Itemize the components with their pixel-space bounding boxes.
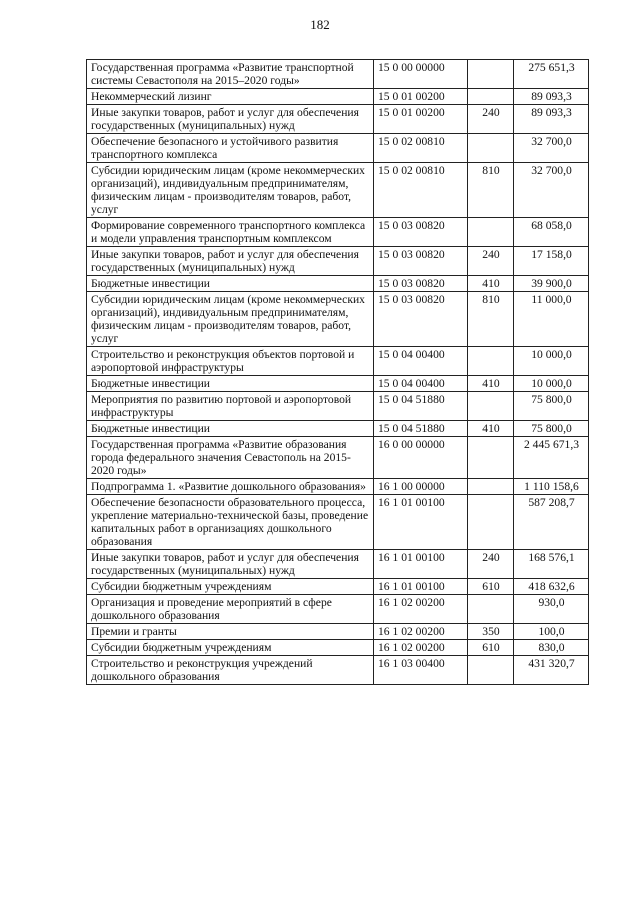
- row-amount: 830,0: [514, 640, 589, 656]
- row-code: 16 1 02 00200: [374, 595, 468, 624]
- row-name: Некоммерческий лизинг: [87, 89, 374, 105]
- row-expense-type: [468, 89, 514, 105]
- row-code: 15 0 03 00820: [374, 292, 468, 347]
- row-amount: 89 093,3: [514, 89, 589, 105]
- table-row: [87, 347, 589, 376]
- row-amount: 89 093,3: [514, 105, 589, 134]
- row-amount: 39 900,0: [514, 276, 589, 292]
- row-code: 15 0 00 00000: [374, 60, 468, 89]
- row-expense-type: [468, 392, 514, 421]
- row-amount: 17 158,0: [514, 247, 589, 276]
- row-amount: 11 000,0: [514, 292, 589, 347]
- row-code: 15 0 02 00810: [374, 163, 468, 218]
- table-row: [87, 218, 589, 247]
- row-code: 15 0 03 00820: [374, 218, 468, 247]
- page-number: 182: [310, 17, 330, 32]
- row-expense-type: 410: [468, 276, 514, 292]
- row-name: Бюджетные инвестиции: [87, 421, 374, 437]
- row-amount: 68 058,0: [514, 218, 589, 247]
- row-expense-type: 240: [468, 247, 514, 276]
- row-expense-type: [468, 479, 514, 495]
- row-amount: 10 000,0: [514, 347, 589, 376]
- row-amount: 418 632,6: [514, 579, 589, 595]
- row-code: 16 1 03 00400: [374, 656, 468, 685]
- row-code: 15 0 01 00200: [374, 89, 468, 105]
- row-code: 16 1 01 00100: [374, 579, 468, 595]
- row-name: Субсидии бюджетным учреждениям: [87, 579, 374, 595]
- row-amount: 32 700,0: [514, 163, 589, 218]
- row-name: Бюджетные инвестиции: [87, 276, 374, 292]
- table-row: [87, 595, 589, 624]
- row-expense-type: [468, 656, 514, 685]
- table-row: [87, 479, 589, 495]
- row-name: Подпрограмма 1. «Развитие дошкольного образования»: [87, 479, 374, 495]
- row-expense-type: [468, 60, 514, 89]
- row-name: Строительство и реконструкция объектов портовой и аэропортовой инфраструктуры: [87, 347, 374, 376]
- row-amount: 75 800,0: [514, 421, 589, 437]
- row-name: Субсидии бюджетным учреждениям: [87, 640, 374, 656]
- row-amount: 10 000,0: [514, 376, 589, 392]
- row-expense-type: 610: [468, 640, 514, 656]
- table-row: [87, 276, 589, 292]
- row-amount: 1 110 158,6: [514, 479, 589, 495]
- table-row: [87, 421, 589, 437]
- table-row: [87, 247, 589, 276]
- row-code: 16 1 00 00000: [374, 479, 468, 495]
- row-expense-type: 410: [468, 376, 514, 392]
- row-expense-type: [468, 134, 514, 163]
- table-row: [87, 376, 589, 392]
- table-row: [87, 495, 589, 550]
- row-name: Субсидии юридическим лицам (кроме некоммерческих организаций), индивидуальным предпринимателям, физическим лицам - производителям товаров, работ, услуг: [87, 163, 374, 218]
- budget-table-body: [87, 60, 589, 685]
- row-amount: 2 445 671,3: [514, 437, 589, 479]
- row-name: Бюджетные инвестиции: [87, 376, 374, 392]
- table-row: [87, 163, 589, 218]
- row-name: Строительство и реконструкция учреждений дошкольного образования: [87, 656, 374, 685]
- row-code: 15 0 03 00820: [374, 247, 468, 276]
- row-code: 15 0 04 00400: [374, 347, 468, 376]
- table-row: [87, 437, 589, 479]
- row-name: Субсидии юридическим лицам (кроме некоммерческих организаций), индивидуальным предпринимателям, физическим лицам - производителям товаров, работ, услуг: [87, 292, 374, 347]
- row-name: Премии и гранты: [87, 624, 374, 640]
- row-expense-type: 810: [468, 292, 514, 347]
- row-code: 16 1 01 00100: [374, 550, 468, 579]
- row-expense-type: 410: [468, 421, 514, 437]
- row-name: Мероприятия по развитию портовой и аэропортовой инфраструктуры: [87, 392, 374, 421]
- row-expense-type: 240: [468, 105, 514, 134]
- row-expense-type: 240: [468, 550, 514, 579]
- table-row: [87, 579, 589, 595]
- row-amount: 75 800,0: [514, 392, 589, 421]
- budget-table: [86, 59, 589, 685]
- row-amount: 100,0: [514, 624, 589, 640]
- table-row: [87, 134, 589, 163]
- row-name: Формирование современного транспортного комплекса и модели управления транспортным комплексом: [87, 218, 374, 247]
- table-row: [87, 292, 589, 347]
- row-name: Государственная программа «Развитие образования города федерального значения Севастополь на 2015-2020 годы»: [87, 437, 374, 479]
- row-code: 16 0 00 00000: [374, 437, 468, 479]
- row-amount: 275 651,3: [514, 60, 589, 89]
- row-expense-type: [468, 218, 514, 247]
- row-code: 15 0 04 51880: [374, 421, 468, 437]
- row-code: 15 0 03 00820: [374, 276, 468, 292]
- table-row: [87, 656, 589, 685]
- row-expense-type: 610: [468, 579, 514, 595]
- row-expense-type: [468, 595, 514, 624]
- row-amount: 168 576,1: [514, 550, 589, 579]
- table-row: [87, 105, 589, 134]
- row-name: Обеспечение безопасного и устойчивого развития транспортного комплекса: [87, 134, 374, 163]
- row-code: 15 0 02 00810: [374, 134, 468, 163]
- row-code: 16 1 02 00200: [374, 624, 468, 640]
- row-code: 15 0 04 51880: [374, 392, 468, 421]
- row-name: Организация и проведение мероприятий в сфере дошкольного образования: [87, 595, 374, 624]
- table-row: [87, 89, 589, 105]
- table-row: [87, 624, 589, 640]
- row-amount: 32 700,0: [514, 134, 589, 163]
- row-amount: 431 320,7: [514, 656, 589, 685]
- table-row: [87, 640, 589, 656]
- row-name: Обеспечение безопасности образовательного процесса, укрепление материально-технической базы, проведение капитальных работ в организациях дошкольного образования: [87, 495, 374, 550]
- row-name: Государственная программа «Развитие транспортной системы Севастополя на 2015–2020 годы»: [87, 60, 374, 89]
- row-name: Иные закупки товаров, работ и услуг для обеспечения государственных (муниципальных) нужд: [87, 105, 374, 134]
- row-expense-type: 350: [468, 624, 514, 640]
- row-amount: 587 208,7: [514, 495, 589, 550]
- row-expense-type: [468, 347, 514, 376]
- row-name: Иные закупки товаров, работ и услуг для обеспечения государственных (муниципальных) нужд: [87, 247, 374, 276]
- row-code: 16 1 01 00100: [374, 495, 468, 550]
- row-code: 15 0 04 00400: [374, 376, 468, 392]
- row-amount: 930,0: [514, 595, 589, 624]
- row-expense-type: [468, 495, 514, 550]
- table-row: [87, 392, 589, 421]
- row-expense-type: [468, 437, 514, 479]
- row-code: 15 0 01 00200: [374, 105, 468, 134]
- row-name: Иные закупки товаров, работ и услуг для обеспечения государственных (муниципальных) нужд: [87, 550, 374, 579]
- table-row: [87, 550, 589, 579]
- row-expense-type: 810: [468, 163, 514, 218]
- row-code: 16 1 02 00200: [374, 640, 468, 656]
- table-row: [87, 60, 589, 89]
